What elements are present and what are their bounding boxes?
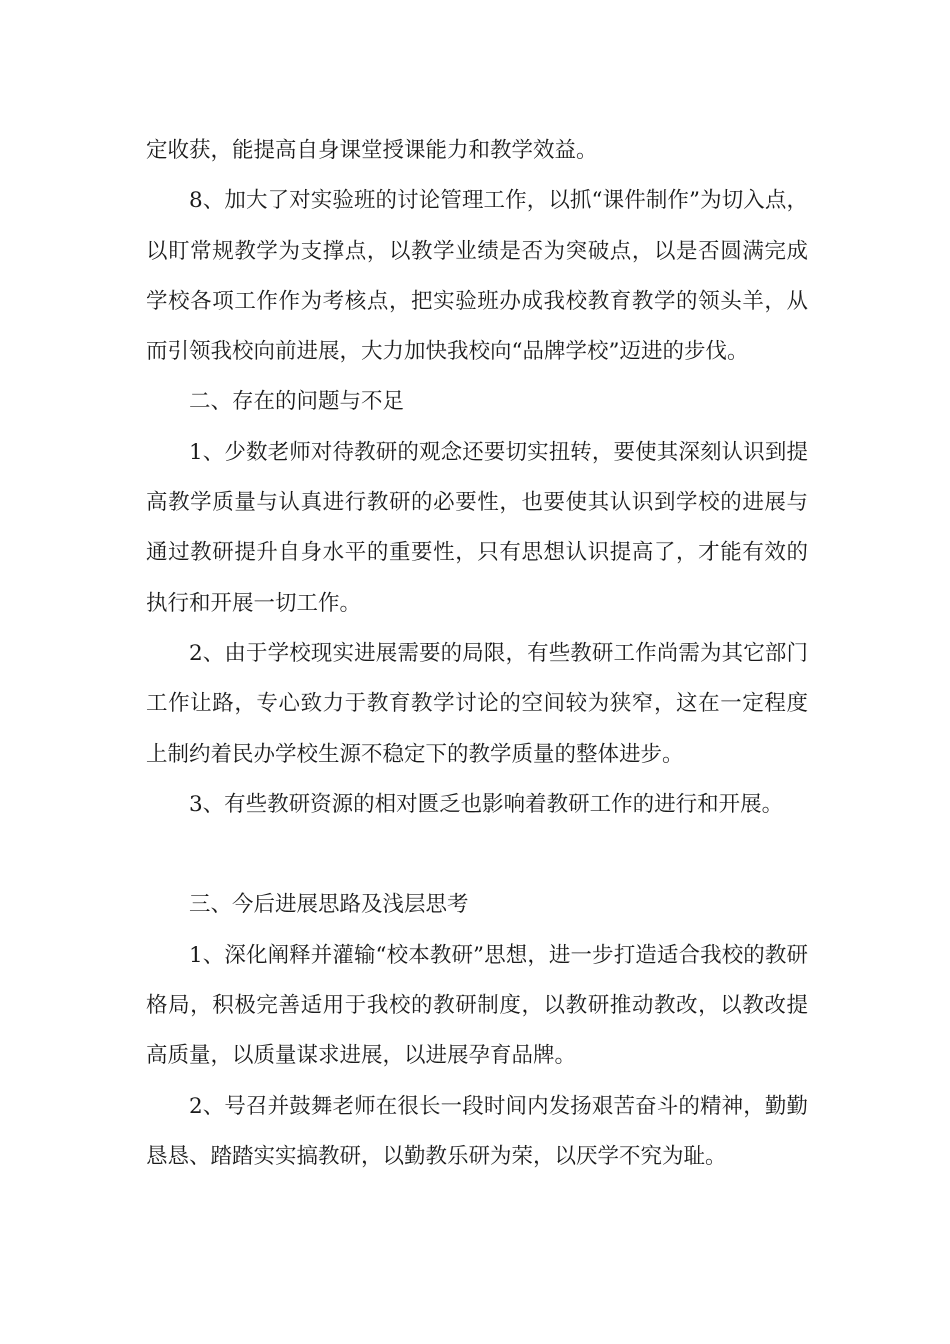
document-body bbox=[146, 126, 808, 1182]
section-heading-future: 三、今后进展思路及浅层思考 bbox=[189, 892, 469, 918]
paragraph-future-1: 1、深化阐释并灌输“校本教研”思想，进一步打造适合我校的教研格局，积极完善适用于我校的教研制度，以教研推动教改，以教改提高质量，以质量谋求进展，以进展孕育品牌。 bbox=[146, 942, 808, 1069]
paragraph-problem-3: 3、有些教研资源的相对匮乏也影响着教研工作的进行和开展。 bbox=[189, 791, 784, 817]
paragraph-item-8: 8、加大了对实验班的讨论管理工作，以抓“课件制作”为切入点，以盯常规教学为支撑点，以教学业绩是否为突破点，以是否圆满完成学校各项工作作为考核点，把实验班办成我校教育教学的领头羊，从而引领我校向前进展，大力加快我校向“品牌学校”迈进的步伐。 bbox=[146, 188, 808, 365]
paragraph-problem-1: 1、少数老师对待教研的观念还要切实扭转，要使其深刻认识到提高教学质量与认真进行教研的必要性，也要使其认识到学校的进展与通过教研提升自身水平的重要性，只有思想认识提高了，才能有效的执行和开展一切工作。 bbox=[146, 439, 808, 616]
paragraph-continuation: 定收获，能提高自身课堂授课能力和教学效益。 bbox=[146, 138, 598, 163]
paragraph-future-2: 2、号召并鼓舞老师在很长一段时间内发扬艰苦奋斗的精神，勤勤恳恳、踏踏实实搞教研，以勤教乐研为荣，以厌学不究为耻。 bbox=[146, 1093, 808, 1169]
blank-line bbox=[146, 830, 808, 880]
section-heading-problems: 二、存在的问题与不足 bbox=[189, 389, 405, 415]
paragraph-problem-2: 2、由于学校现实进展需要的局限，有些教研工作尚需为其它部门工作让路，专心致力于教育教学讨论的空间较为狭窄，这在一定程度上制约着民办学校生源不稳定下的教学质量的整体进步。 bbox=[146, 640, 808, 767]
